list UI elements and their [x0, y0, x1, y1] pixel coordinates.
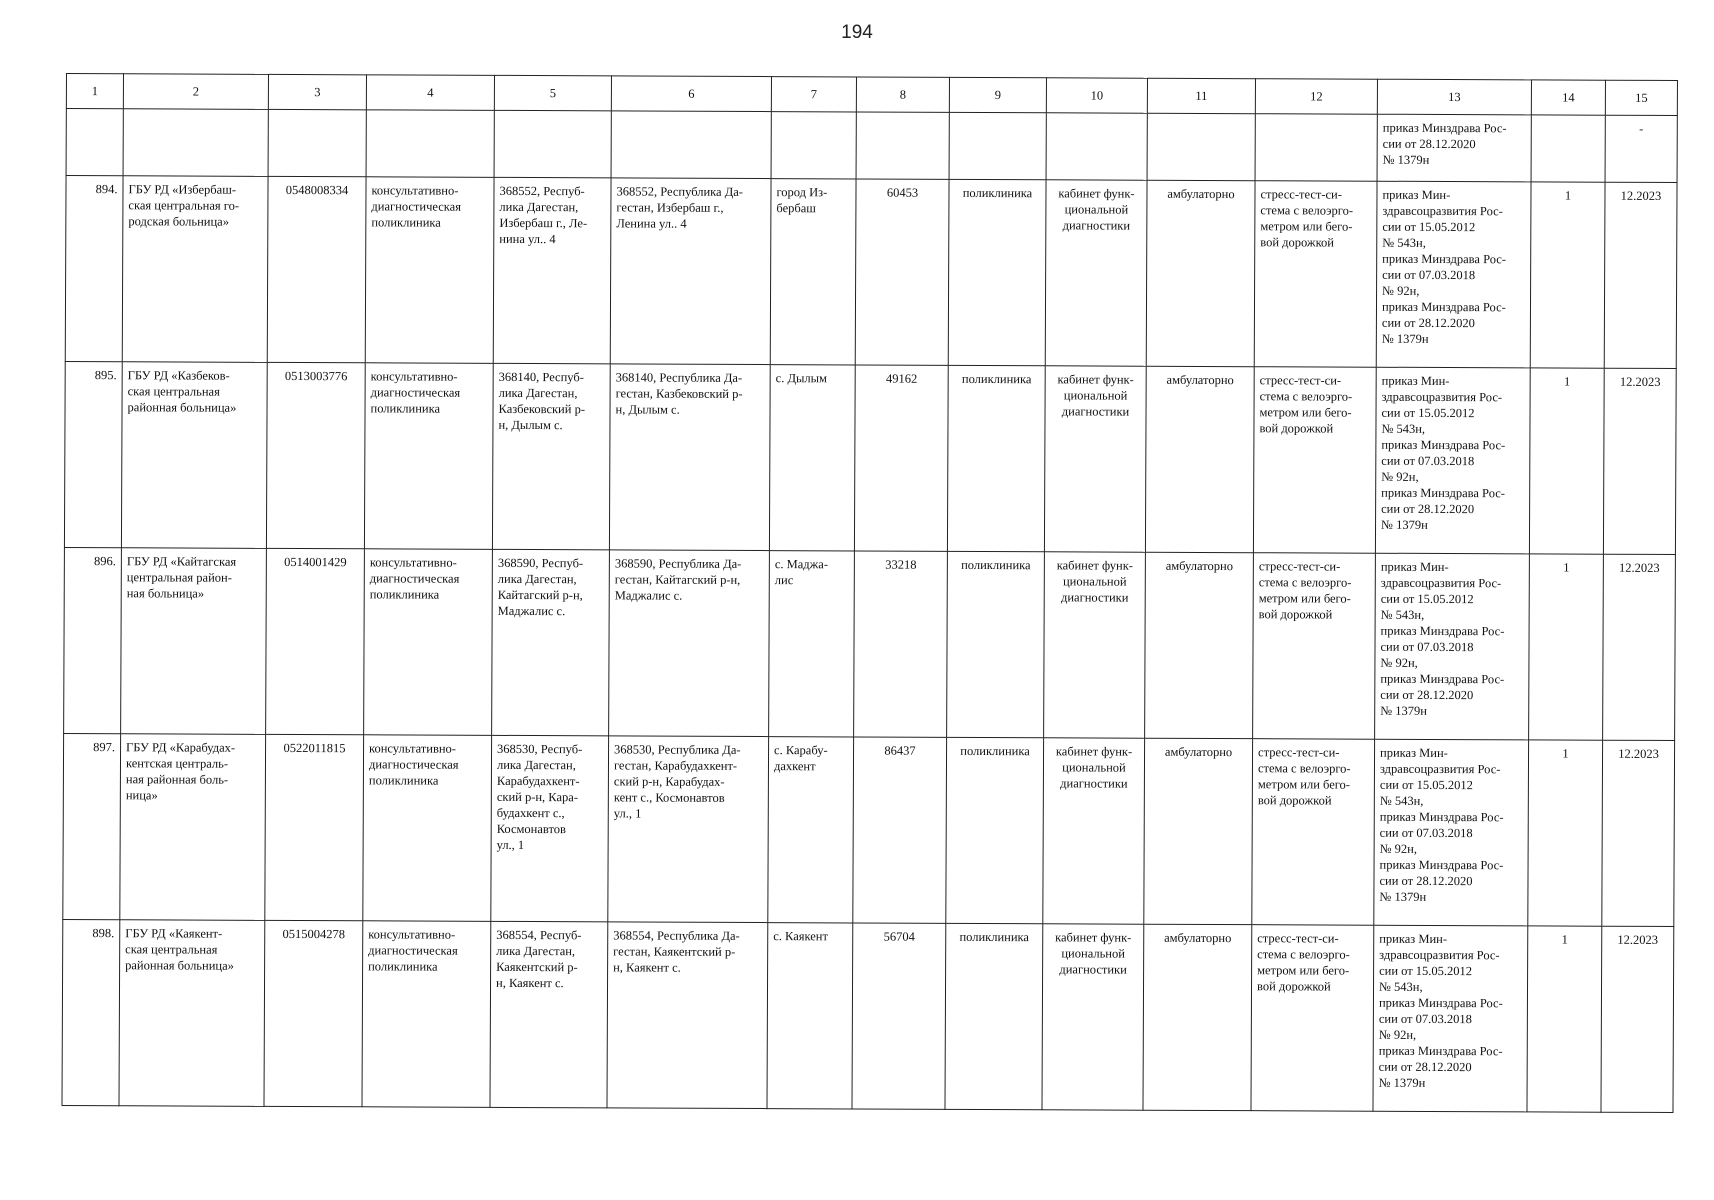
cell-unit-type: консультативно- диагностическая поликлиника	[364, 549, 493, 736]
table-row	[65, 176, 1677, 369]
cell-organization: ГБУ РД «Казбеков- ская центральная районная больница»	[121, 362, 267, 549]
cell-locality: город Из- бербаш	[770, 179, 856, 365]
cell-deadline: 12.2023	[1603, 554, 1676, 740]
continuation-row	[66, 109, 1677, 183]
cell-room: кабинет функ- циональной диагностики	[1043, 738, 1145, 924]
cell-inn: 0548008334	[267, 176, 366, 362]
cell-population: 33218	[854, 551, 948, 737]
cell-inn: 0522011815	[265, 734, 364, 920]
cell-equipment: стресс-тест-си- стема с велоэрго- метром или бего- вой дорожкой	[1252, 739, 1375, 926]
column-number: 8	[856, 77, 949, 112]
cell-deadline: 12.2023	[1604, 182, 1677, 368]
cell-population: 86437	[853, 737, 947, 923]
cell-structure: поликлиника	[948, 179, 1046, 365]
cell-quantity: 1	[1529, 554, 1604, 740]
cell-organization: ГБУ РД «Карабудах- кентская централь- ная районная боль- ница»	[120, 734, 266, 921]
table-row	[64, 361, 1676, 554]
cell-deadline: 12.2023	[1601, 926, 1674, 1112]
cell-unit-type: консультативно- диагностическая поликлиника	[364, 363, 493, 550]
cell-legal-basis: приказ Мин- здравсоцразвития Рос- сии от 15.05.2012 № 543н, приказ Минздрава Рос- сии от 07.03.2018 № 92н, приказ Минздрава Рос- сии от 28.12.2020 № 1379н	[1375, 367, 1530, 554]
table-row	[64, 547, 1676, 740]
cell-deadline: 12.2023	[1602, 740, 1675, 926]
cell-unit-type: консультативно- диагностическая поликлиника	[362, 921, 491, 1108]
column-number: 11	[1147, 78, 1255, 113]
cell-actual-address: 368552, Республика Да- гестан, Избербаш г., Ленина ул.. 4	[610, 178, 771, 365]
cell-population: 60453	[855, 179, 949, 365]
cell-legal-address: 368590, Респуб- лика Дагестан, Кайтагский р-н, Маджалис с.	[492, 549, 610, 736]
cell-actual-address: 368554, Республика Да- гестан, Каякентский р- н, Каякент с.	[607, 922, 768, 1109]
cell-quantity: 1	[1528, 740, 1603, 926]
cell-deadline: -	[1605, 115, 1677, 182]
cell-inn: 0514001429	[266, 548, 365, 734]
cell-row-number: 898.	[62, 919, 120, 1105]
cell-legal-basis: приказ Мин- здравсоцразвития Рос- сии от 15.05.2012 № 543н, приказ Минздрава Рос- сии от 07.03.2018 № 92н, приказ Минздрава Рос- сии от 28.12.2020 № 1379н	[1375, 553, 1530, 740]
cell-legal-basis: приказ Мин- здравсоцразвития Рос- сии от 15.05.2012 № 543н, приказ Минздрава Рос- сии от 07.03.2018 № 92н, приказ Минздрава Рос- сии от 28.12.2020 № 1379н	[1374, 739, 1529, 926]
column-number: 6	[611, 76, 771, 112]
column-number: 14	[1531, 80, 1605, 115]
cell-row-number: 895.	[64, 361, 122, 547]
table-rows	[62, 176, 1677, 1113]
column-number: 12	[1255, 79, 1377, 115]
cell-locality: с. Карабу- дахкент	[768, 737, 854, 923]
cell-care-condition: амбулаторно	[1143, 924, 1252, 1110]
cell-inn: 0513003776	[266, 362, 365, 548]
column-number: 3	[268, 74, 366, 109]
cell-deadline: 12.2023	[1603, 368, 1676, 554]
cell-equipment: стресс-тест-си- стема с велоэрго- метром или бего- вой дорожкой	[1253, 367, 1376, 554]
cell-room: кабинет функ- циональной диагностики	[1044, 366, 1146, 552]
cell-equipment: стресс-тест-си- стема с велоэрго- метром или бего- вой дорожкой	[1254, 181, 1377, 368]
cell-legal-address: 368554, Респуб- лика Дагестан, Каякентский р- н, Каякент с.	[490, 921, 608, 1108]
cell-locality: с. Дылым	[769, 365, 855, 551]
cell-locality: с. Каякент	[767, 923, 853, 1109]
cell-actual-address: 368590, Республика Да- гестан, Кайтагский р-н, Маджалис с.	[609, 550, 770, 737]
cell-quantity: 1	[1529, 368, 1604, 554]
cell-quantity: 1	[1530, 182, 1605, 368]
column-number: 4	[366, 75, 494, 111]
cell-care-condition: амбулаторно	[1145, 366, 1254, 552]
cell-structure: поликлиника	[945, 923, 1043, 1109]
cell-structure: поликлиника	[947, 551, 1045, 737]
cell-population: 49162	[854, 365, 948, 551]
cell-population: 56704	[852, 923, 946, 1109]
table-row	[62, 919, 1674, 1112]
cell-actual-address: 368530, Республика Да- гестан, Карабудахкент- ский р-н, Карабудах- кент с., Космонавтов ул., 1	[608, 736, 769, 923]
cell-organization: ГБУ РД «Кайтагская центральная район- ная больница»	[121, 548, 267, 735]
column-number: 2	[123, 74, 268, 110]
cell-legal-basis: приказ Минздрава Рос- сии от 28.12.2020 № 1379н	[1377, 114, 1531, 182]
cell-organization: ГБУ РД «Каякент- ская центральная районная больница»	[119, 920, 265, 1107]
cell-quantity: 1	[1527, 926, 1602, 1112]
cell-row-number: 896.	[64, 547, 122, 733]
cell-room: кабинет функ- циональной диагностики	[1044, 552, 1146, 738]
column-number: 10	[1046, 78, 1147, 113]
cell-unit-type: консультативно- диагностическая поликлиника	[365, 177, 494, 364]
cell-room: кабинет функ- циональной диагностики	[1045, 180, 1147, 366]
column-number: 9	[949, 77, 1046, 112]
cell-equipment: стресс-тест-си- стема с велоэрго- метром или бего- вой дорожкой	[1253, 553, 1376, 740]
cell-care-condition: амбулаторно	[1145, 552, 1254, 738]
cell-organization: ГБУ РД «Избербаш- ская центральная го- родская больница»	[122, 176, 268, 363]
register-table	[61, 73, 1677, 1113]
column-number: 15	[1605, 80, 1677, 115]
cell-inn: 0515004278	[264, 920, 363, 1106]
cell-care-condition: амбулаторно	[1146, 180, 1255, 366]
cell-row-number: 894.	[65, 176, 123, 362]
cell-room: кабинет функ- циональной диагностики	[1042, 924, 1144, 1110]
cell-equipment: стресс-тест-си- стема с велоэрго- метром или бего- вой дорожкой	[1251, 925, 1374, 1112]
page-number: 194	[841, 22, 873, 43]
cell-legal-address: 368552, Респуб- лика Дагестан, Избербаш г., Ле- нина ул.. 4	[493, 177, 611, 364]
cell-structure: поликлиника	[947, 365, 1045, 551]
column-number: 1	[66, 74, 123, 109]
cell-legal-basis: приказ Мин- здравсоцразвития Рос- сии от 15.05.2012 № 543н, приказ Минздрава Рос- сии от 07.03.2018 № 92н, приказ Минздрава Рос- сии от 28.12.2020 № 1379н	[1376, 181, 1531, 368]
cell-actual-address: 368140, Республика Да- гестан, Казбековский р- н, Дылым с.	[609, 364, 770, 551]
column-number: 13	[1377, 79, 1531, 115]
cell-unit-type: консультативно- диагностическая поликлиника	[363, 735, 492, 922]
cell-structure: поликлиника	[946, 737, 1044, 923]
cell-locality: с. Маджа- лис	[769, 551, 855, 737]
cell-legal-address: 368530, Респуб- лика Дагестан, Карабудахкент- ский р-н, Кара- будахкент с., Космонавтов ул., 1	[491, 735, 609, 922]
cell-legal-basis: приказ Мин- здравсоцразвития Рос- сии от 15.05.2012 № 543н, приказ Минздрава Рос- сии от 07.03.2018 № 92н, приказ Минздрава Рос- сии от 28.12.2020 № 1379н	[1373, 925, 1528, 1112]
cell-legal-address: 368140, Респуб- лика Дагестан, Казбековский р- н, Дылым с.	[492, 363, 610, 550]
table-row	[63, 733, 1675, 926]
column-number: 7	[771, 77, 856, 112]
column-number: 5	[494, 75, 611, 111]
cell-row-number: 897.	[63, 733, 121, 919]
cell-care-condition: амбулаторно	[1144, 738, 1253, 924]
